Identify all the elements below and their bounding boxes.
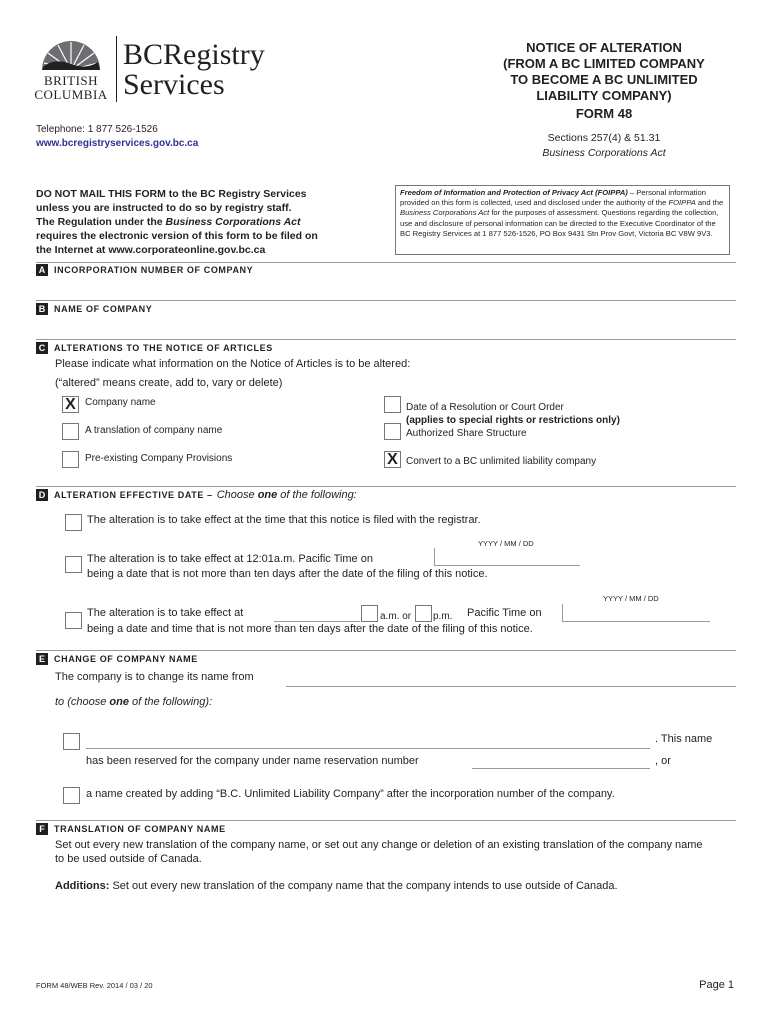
telephone: Telephone: 1 877 526-1526 — [36, 124, 158, 135]
logo-registry-services: BCRegistry Services — [123, 38, 265, 101]
effective-datetime-label: The alteration is to take effect at — [87, 607, 244, 619]
additions-instruction: Additions: Set out every new translation of the company name that the company intends to use outside of Canada. — [55, 880, 618, 892]
incorporation-number-field[interactable] — [36, 277, 736, 297]
website-link[interactable]: www.bcregistryservices.gov.bc.ca — [36, 138, 199, 149]
effective-datetime-note: being a date and time that is not more than ten days after the date of the filing of this notice. — [87, 623, 533, 635]
date-resolution-label: Date of a Resolution or Court Order — [406, 402, 564, 413]
am-label: a.m. or — [380, 611, 412, 622]
company-name-field[interactable] — [36, 316, 736, 338]
date-format-hint: YYYY / MM / DD — [603, 594, 659, 603]
reservation-number-input[interactable] — [472, 753, 650, 769]
bc-sun-crest-icon — [40, 36, 102, 70]
effective-date-checkbox[interactable] — [65, 556, 82, 573]
company-name-label: Company name — [85, 397, 156, 408]
date-format-hint: YYYY / MM / DD — [478, 539, 534, 548]
divider — [36, 486, 736, 487]
preexisting-provisions-checkbox[interactable] — [62, 451, 79, 468]
effective-date-note: being a date that is not more than ten days after the date of the filing of this notice. — [87, 568, 488, 580]
effective-on-filing-checkbox[interactable] — [65, 514, 82, 531]
reserved-label: has been reserved for the company under name reservation number — [86, 755, 419, 767]
form-title: NOTICE OF ALTERATION (FROM A BC LIMITED COMPANY TO BECOME A BC UNLIMITED LIABILITY COMPANY) FORM 48 — [503, 40, 705, 121]
numbered-name-checkbox[interactable] — [63, 787, 80, 804]
section-c-altered-definition: (“altered” means create, add to, vary or delete) — [55, 377, 283, 389]
form-revision: FORM 48/WEB Rev. 2014 / 03 / 20 — [36, 981, 153, 990]
reserved-name-checkbox[interactable] — [63, 733, 80, 750]
convert-unlimited-checkbox[interactable]: X — [384, 451, 401, 468]
section-d-header: D ALTERATION EFFECTIVE DATE – Choose one of the following: — [36, 488, 357, 501]
or-label: , or — [655, 755, 671, 767]
section-c-instruction: Please indicate what information on the Notice of Articles is to be altered: — [55, 358, 411, 370]
form-sections: Sections 257(4) & 51.31 Business Corporations Act — [542, 132, 666, 159]
page-number: Page 1 — [699, 979, 734, 991]
divider — [36, 339, 736, 340]
logo-province-name: BRITISH COLUMBIA — [34, 73, 108, 102]
effective-datetime-date-input[interactable] — [562, 604, 710, 622]
section-a-header: A INCORPORATION NUMBER OF COMPANY — [36, 263, 253, 276]
preexisting-provisions-label: Pre-existing Company Provisions — [85, 453, 233, 464]
pm-label: p.m. — [433, 611, 453, 622]
effective-on-filing-label: The alteration is to take effect at the time that this notice is filed with the registrar. — [87, 514, 481, 526]
logo-divider — [116, 36, 117, 102]
divider — [36, 300, 736, 301]
effective-date-input[interactable] — [434, 548, 580, 566]
convert-unlimited-label: Convert to a BC unlimited liability company — [406, 456, 597, 467]
effective-datetime-checkbox[interactable] — [65, 612, 82, 629]
section-e-header: E CHANGE OF COMPANY NAME — [36, 652, 198, 665]
to-choose-label: to (choose one of the following): — [55, 696, 213, 708]
new-name-input[interactable] — [86, 732, 650, 749]
date-resolution-checkbox[interactable] — [384, 396, 401, 413]
translation-additions-field[interactable] — [55, 896, 735, 966]
pm-checkbox[interactable] — [415, 605, 432, 622]
section-b-header: B NAME OF COMPANY — [36, 302, 152, 315]
change-from-label: The company is to change its name from — [55, 671, 254, 683]
numbered-name-label: a name created by adding “B.C. Unlimited Liability Company” after the incorporation number of the company. — [86, 788, 615, 800]
this-name-label: . This name — [655, 733, 713, 745]
section-c-header: C ALTERATIONS TO THE NOTICE OF ARTICLES — [36, 341, 273, 354]
effective-date-label: The alteration is to take effect at 12:01a.m. Pacific Time on — [87, 553, 373, 565]
special-rights-note: (applies to special rights or restrictions only) — [406, 415, 620, 426]
contact-info — [36, 123, 198, 151]
bc-registry-logo — [30, 34, 270, 108]
translation-label: A translation of company name — [85, 425, 223, 436]
current-name-input[interactable] — [286, 670, 736, 687]
authorized-share-label: Authorized Share Structure — [406, 428, 527, 439]
translation-instruction: Set out every new translation of the company name, or set out any change or deletion of an existing translation of the company name to be used outside of Canada. — [55, 839, 703, 865]
translation-checkbox[interactable] — [62, 423, 79, 440]
authorized-share-checkbox[interactable] — [384, 423, 401, 440]
foippa-notice: Freedom of Information and Protection of Privacy Act (FOIPPA) – Personal information provided on this form is collected, used and disclosed under the authority of the FOIPPA and the Business Corporations Act for the purposes of assessment. Questions regarding the collection, use and disclosure of personal information can be directed to the Executive Coordinator of the BC Registry Services at 1 877 526-1526, PO Box 9431 Stn Prov Govt, Victoria BC V8W 9V3. — [395, 185, 730, 255]
am-checkbox[interactable] — [361, 605, 378, 622]
section-f-header: F TRANSLATION OF COMPANY NAME — [36, 822, 226, 835]
do-not-mail-notice: DO NOT MAIL THIS FORM to the BC Registry Services unless you are instructed to do so by registry staff. The Regulation under the Business Corporations Act requires the electronic version of this form to be filed on the Internet at www.corporateonline.gov.bc.ca — [36, 188, 318, 256]
effective-time-input[interactable] — [274, 605, 360, 622]
divider — [36, 820, 736, 821]
company-name-checkbox[interactable]: X — [62, 396, 79, 413]
pacific-time-label: Pacific Time on — [467, 607, 542, 619]
divider — [36, 650, 736, 651]
